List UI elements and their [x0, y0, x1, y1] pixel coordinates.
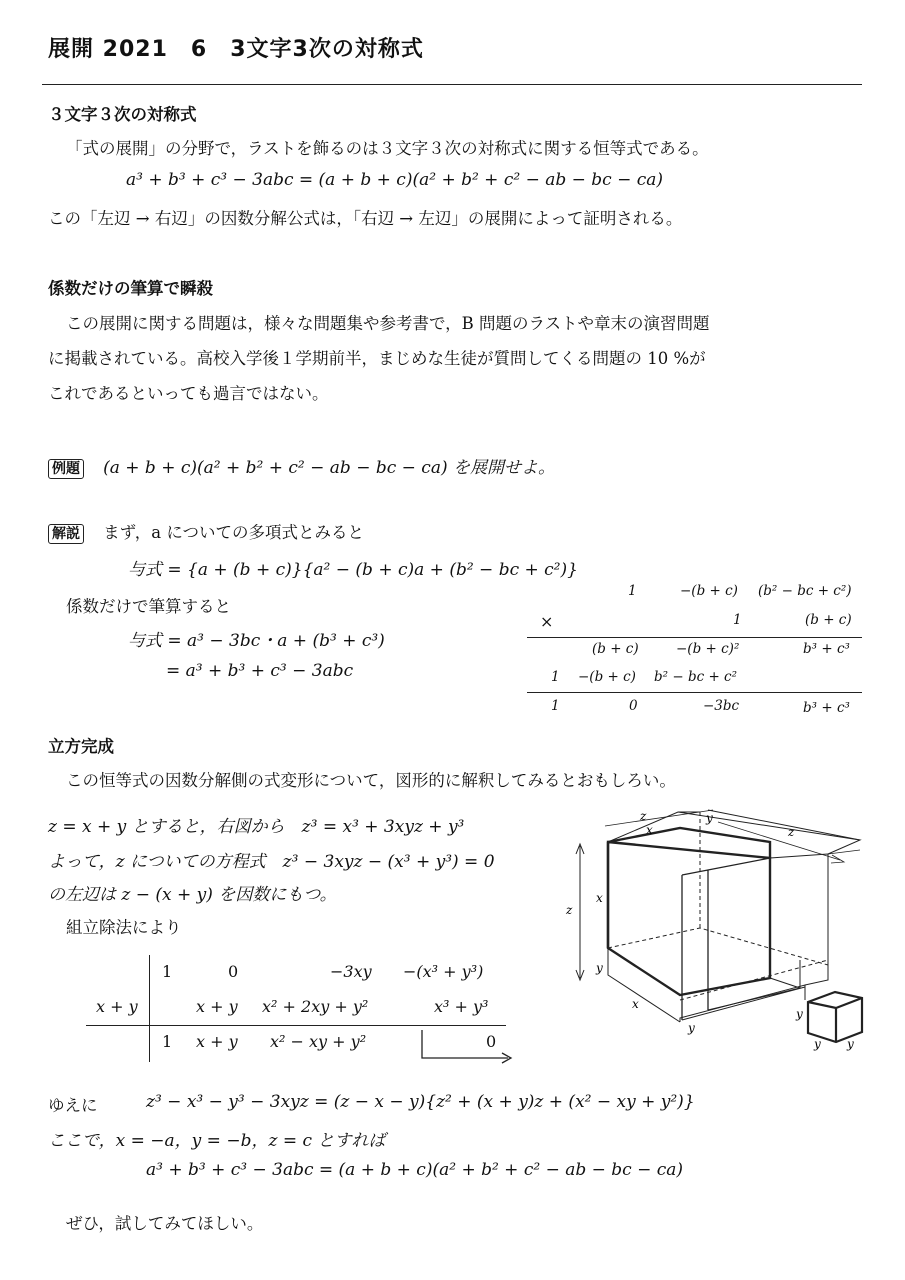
fig-label-y-bottom: y — [688, 1021, 695, 1035]
mt-r2c3: (b + c) — [805, 612, 852, 628]
sd-r1c2: 0 — [228, 962, 239, 981]
conclusion-line4: ぜひ，試してみてほしい。 — [66, 1214, 264, 1233]
example-row — [48, 453, 555, 479]
mt-rule-2 — [527, 692, 862, 693]
sd-r1c1: 1 — [162, 962, 173, 981]
section3-line2: よって，z についての方程式 z³ − 3xyz − (x³ + y³) = 0 — [48, 852, 495, 872]
mt-r5c1: 1 — [551, 698, 560, 714]
cube-decomposition-figure — [560, 800, 900, 1055]
fig-label-x-left: x — [596, 891, 603, 905]
sd-remainder-bracket — [418, 1028, 518, 1068]
fig-label-y-small-right: y — [847, 1037, 854, 1051]
section-heading-cube: 立方完成 — [48, 737, 114, 756]
mt-r1c2: −(b + c) — [680, 583, 738, 599]
sd-rule — [86, 1025, 506, 1026]
conclusion-line1: z³ − x³ − y³ − 3xyz = (z − x − y){z² + (x + y)z + (x² − xy + y²)} — [146, 1092, 695, 1112]
identity-formula: a³ + b³ + c³ − 3abc = (a + b + c)(a² + b² + c² − ab − bc − ca) — [126, 170, 664, 190]
example-text: (a + b + c)(a² + b² + c² − ab − bc − ca) を展開せよ。 — [103, 458, 555, 478]
fig-label-y-small-bottom: y — [814, 1037, 821, 1051]
section3-line1: z = x + y とすると，右図から z³ = x³ + 3xyz + y³ — [48, 817, 465, 837]
solution-line4: 与式 = a³ − 3bc・a + (b³ + c³) — [128, 631, 385, 651]
fig-label-y-small-left: y — [796, 1007, 803, 1021]
fig-label-z-right: z — [788, 825, 795, 839]
page-title: 展開 2021 6 3文字3次の対称式 — [48, 37, 424, 62]
section3-line4: 組立除法により — [66, 918, 182, 937]
mt-r3c3: b³ + c³ — [803, 641, 850, 657]
sd-r3c1: 1 — [162, 1032, 173, 1051]
sd-r3c2: x + y — [196, 1032, 238, 1051]
mt-r1c1: 1 — [628, 583, 637, 599]
solution-row — [48, 519, 364, 544]
fig-label-x-top: x — [646, 823, 653, 837]
mt-r3c2: −(b + c)² — [676, 641, 740, 657]
mt-rule-1 — [527, 637, 862, 638]
mt-times: × — [540, 612, 554, 631]
solution-badge: 解説 — [48, 524, 84, 544]
mt-r5c3: −3bc — [703, 698, 740, 714]
mt-r5c2: 0 — [629, 698, 638, 714]
section2-line1: この展開に関する問題は，様々な問題集や参考書で，B 問題のラストや章末の演習問題 — [66, 314, 710, 333]
solution-line1: まず，a についての多項式とみると — [103, 523, 365, 542]
fig-label-y-left: y — [596, 961, 603, 975]
section-heading-symmetric: ３文字３次の対称式 — [48, 105, 197, 124]
example-badge: 例題 — [48, 459, 84, 479]
mt-r4c3: b² − bc + c² — [654, 669, 738, 685]
fig-label-z-left: z — [566, 903, 573, 917]
conclusion-label: ゆえに — [48, 1096, 98, 1115]
conclusion-line2: ここで，x = −a，y = −b，z = c とすれば — [48, 1131, 386, 1151]
sd-r2c3: x³ + y³ — [434, 997, 489, 1016]
fig-label-y-top: y — [706, 811, 713, 825]
section3-line3: の左辺は z − (x + y) を因数にもつ。 — [48, 885, 337, 905]
fig-label-z-top: z — [640, 809, 647, 823]
solution-line3: 係数だけで筆算すると — [66, 597, 231, 616]
sd-vertical-rule — [149, 955, 150, 1062]
sd-r3c3: x² − xy + y² — [270, 1032, 367, 1051]
fig-label-x-bottom: x — [632, 997, 639, 1011]
mt-r2c2: 1 — [733, 612, 742, 628]
sd-r2c2: x² + 2xy + y² — [262, 997, 369, 1016]
mt-r4c1: 1 — [551, 669, 560, 685]
solution-line5: = a³ + b³ + c³ − 3abc — [166, 661, 354, 681]
sd-r1c3: −3xy — [330, 962, 372, 981]
mt-r4c2: −(b + c) — [578, 669, 636, 685]
section-heading-coefficients: 係数だけの筆算で瞬殺 — [48, 279, 213, 298]
section3-intro: この恒等式の因数分解側の式変形について，図形的に解釈してみるとおもしろい。 — [66, 771, 676, 790]
section1-intro: 「式の展開」の分野で，ラストを飾るのは３文字３次の対称式に関する恒等式である。 — [66, 139, 709, 158]
sd-r1c4: −(x³ + y³) — [403, 962, 484, 981]
mt-r3c1: (b + c) — [592, 641, 639, 657]
mt-r1c3: (b² − bc + c²) — [758, 583, 852, 599]
section2-line3: これであるといっても過言ではない。 — [48, 384, 329, 403]
section2-line2: に掲載されている。高校入学後１学期前半，まじめな生徒が質問してくる問題の 10 %が — [48, 349, 706, 368]
section1-note: この「左辺 → 右辺」の因数分解公式は，「右辺 → 左辺」の展開によって証明される。 — [48, 209, 683, 228]
sd-divisor: x + y — [96, 997, 138, 1016]
sd-remainder: 0 — [486, 1032, 497, 1051]
solution-line2: 与式 = {a + (b + c)}{a² − (b + c)a + (b² − bc + c²)} — [128, 560, 578, 580]
title-divider — [42, 84, 862, 85]
mt-r5c4: b³ + c³ — [803, 700, 850, 716]
sd-r2c1: x + y — [196, 997, 238, 1016]
conclusion-line3: a³ + b³ + c³ − 3abc = (a + b + c)(a² + b² + c² − ab − bc − ca) — [146, 1160, 684, 1180]
